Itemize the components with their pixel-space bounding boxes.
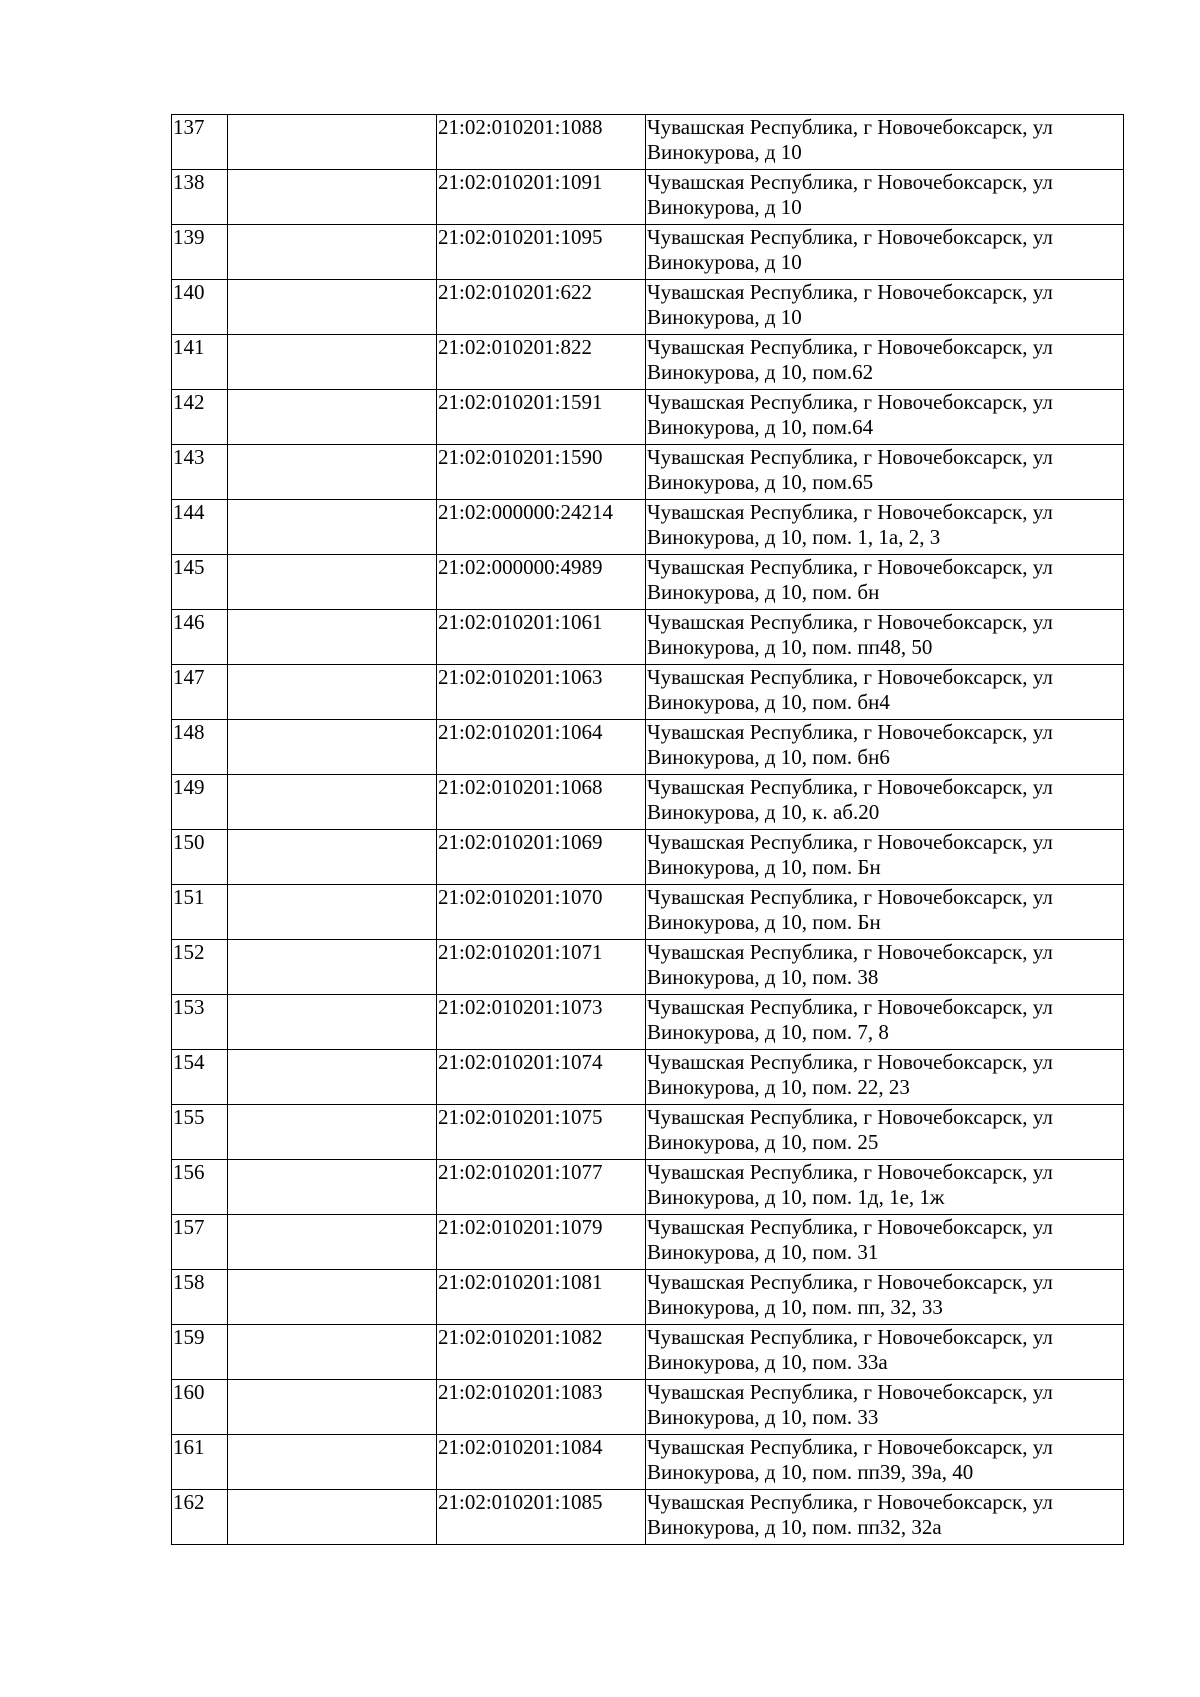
owner-cell xyxy=(228,390,437,445)
address-cell xyxy=(646,225,1124,280)
cadastral-number-cell: 21:02:010201:1091 xyxy=(437,170,646,225)
row-number-cell: 147 xyxy=(172,665,228,720)
address-line-2: Винокурова, д 10, пом.65 xyxy=(647,470,874,494)
address-line-2: Винокурова, д 10 xyxy=(647,140,802,164)
address-line-2: Винокурова, д 10, пом.62 xyxy=(647,360,874,384)
address-cell xyxy=(646,995,1124,1050)
row-number-cell: 137 xyxy=(172,115,228,170)
table-row xyxy=(172,1490,1124,1545)
cadastral-number-cell: 21:02:010201:1075 xyxy=(437,1105,646,1160)
address-line-2: Винокурова, д 10, пом. пп39, 39а, 40 xyxy=(647,1460,974,1484)
row-number-cell: 150 xyxy=(172,830,228,885)
table-row xyxy=(172,720,1124,775)
address-cell xyxy=(646,885,1124,940)
cadastral-number-cell: 21:02:000000:4989 xyxy=(437,555,646,610)
address-line-2: Винокурова, д 10, пом. 25 xyxy=(647,1130,879,1154)
row-number-cell: 140 xyxy=(172,280,228,335)
address-cell xyxy=(646,500,1124,555)
table-row xyxy=(172,1160,1124,1215)
cadastral-number-cell: 21:02:010201:1082 xyxy=(437,1325,646,1380)
address-line-2: Винокурова, д 10, пом. 22, 23 xyxy=(647,1075,910,1099)
address-cell xyxy=(646,1215,1124,1270)
address-line-2: Винокурова, д 10, пом. 1, 1а, 2, 3 xyxy=(647,525,941,549)
address-line-2: Винокурова, д 10, пом. бн4 xyxy=(647,690,890,714)
owner-cell xyxy=(228,500,437,555)
table-row xyxy=(172,390,1124,445)
row-number-cell: 162 xyxy=(172,1490,228,1545)
owner-cell xyxy=(228,1380,437,1435)
row-number-cell: 143 xyxy=(172,445,228,500)
owner-cell xyxy=(228,720,437,775)
address-line-2: Винокурова, д 10 xyxy=(647,195,802,219)
address-line-1: Чувашская Республика, г Новочебоксарск, ул xyxy=(647,830,1053,854)
cadastral-number-cell: 21:02:010201:1064 xyxy=(437,720,646,775)
address-line-1: Чувашская Республика, г Новочебоксарск, ул xyxy=(647,1380,1053,1404)
owner-cell xyxy=(228,665,437,720)
table-row xyxy=(172,1435,1124,1490)
address-cell xyxy=(646,775,1124,830)
address-line-2: Винокурова, д 10, пом. 7, 8 xyxy=(647,1020,889,1044)
address-cell xyxy=(646,1160,1124,1215)
owner-cell xyxy=(228,995,437,1050)
address-cell xyxy=(646,1270,1124,1325)
address-line-1: Чувашская Республика, г Новочебоксарск, ул xyxy=(647,1050,1053,1074)
owner-cell xyxy=(228,1270,437,1325)
address-line-2: Винокурова, д 10, пом.64 xyxy=(647,415,874,439)
row-number-cell: 138 xyxy=(172,170,228,225)
owner-cell xyxy=(228,170,437,225)
address-cell xyxy=(646,1105,1124,1160)
cadastral-number-cell: 21:02:010201:1069 xyxy=(437,830,646,885)
table-row xyxy=(172,500,1124,555)
cadastral-number-cell: 21:02:010201:1591 xyxy=(437,390,646,445)
address-line-1: Чувашская Республика, г Новочебоксарск, ул xyxy=(647,1325,1053,1349)
address-line-2: Винокурова, д 10, пом. бн xyxy=(647,580,880,604)
cadastral-number-cell: 21:02:010201:1590 xyxy=(437,445,646,500)
cadastral-number-cell: 21:02:010201:1081 xyxy=(437,1270,646,1325)
table-row xyxy=(172,885,1124,940)
owner-cell xyxy=(228,885,437,940)
table-row xyxy=(172,940,1124,995)
table-row xyxy=(172,280,1124,335)
cadastral-number-cell: 21:02:010201:1063 xyxy=(437,665,646,720)
address-line-1: Чувашская Республика, г Новочебоксарск, ул xyxy=(647,995,1053,1019)
address-line-1: Чувашская Республика, г Новочебоксарск, ул xyxy=(647,885,1053,909)
table-row xyxy=(172,830,1124,885)
address-line-2: Винокурова, д 10 xyxy=(647,305,802,329)
row-number-cell: 153 xyxy=(172,995,228,1050)
address-cell xyxy=(646,720,1124,775)
address-cell xyxy=(646,940,1124,995)
table-row xyxy=(172,115,1124,170)
property-table xyxy=(171,114,1124,1545)
address-cell xyxy=(646,665,1124,720)
address-cell xyxy=(646,115,1124,170)
address-line-2: Винокурова, д 10, пом. 31 xyxy=(647,1240,879,1264)
address-line-2: Винокурова, д 10, пом. Бн xyxy=(647,910,881,934)
owner-cell xyxy=(228,335,437,390)
address-line-1: Чувашская Республика, г Новочебоксарск, ул xyxy=(647,775,1053,799)
table-row xyxy=(172,225,1124,280)
table-row xyxy=(172,1215,1124,1270)
address-line-2: Винокурова, д 10, пом. пп32, 32а xyxy=(647,1515,942,1539)
address-line-1: Чувашская Республика, г Новочебоксарск, ул xyxy=(647,610,1053,634)
table-row xyxy=(172,1050,1124,1105)
address-line-2: Винокурова, д 10 xyxy=(647,250,802,274)
cadastral-number-cell: 21:02:010201:1071 xyxy=(437,940,646,995)
row-number-cell: 151 xyxy=(172,885,228,940)
owner-cell xyxy=(228,1215,437,1270)
owner-cell xyxy=(228,610,437,665)
row-number-cell: 160 xyxy=(172,1380,228,1435)
address-cell xyxy=(646,1380,1124,1435)
address-line-1: Чувашская Республика, г Новочебоксарск, ул xyxy=(647,280,1053,304)
cadastral-number-cell: 21:02:000000:24214 xyxy=(437,500,646,555)
address-line-1: Чувашская Республика, г Новочебоксарск, ул xyxy=(647,390,1053,414)
cadastral-number-cell: 21:02:010201:1068 xyxy=(437,775,646,830)
row-number-cell: 156 xyxy=(172,1160,228,1215)
address-cell xyxy=(646,830,1124,885)
table-row xyxy=(172,775,1124,830)
address-line-1: Чувашская Республика, г Новочебоксарск, ул xyxy=(647,1160,1053,1184)
address-line-1: Чувашская Республика, г Новочебоксарск, ул xyxy=(647,115,1053,139)
row-number-cell: 141 xyxy=(172,335,228,390)
address-cell xyxy=(646,1325,1124,1380)
row-number-cell: 154 xyxy=(172,1050,228,1105)
table-body xyxy=(172,115,1124,1545)
address-cell xyxy=(646,1490,1124,1545)
table-row xyxy=(172,995,1124,1050)
address-line-1: Чувашская Республика, г Новочебоксарск, ул xyxy=(647,555,1053,579)
owner-cell xyxy=(228,1435,437,1490)
address-cell xyxy=(646,170,1124,225)
address-cell xyxy=(646,555,1124,610)
cadastral-number-cell: 21:02:010201:1079 xyxy=(437,1215,646,1270)
address-cell xyxy=(646,1050,1124,1105)
address-line-2: Винокурова, д 10, пом. пп, 32, 33 xyxy=(647,1295,943,1319)
address-cell xyxy=(646,610,1124,665)
row-number-cell: 142 xyxy=(172,390,228,445)
owner-cell xyxy=(228,775,437,830)
row-number-cell: 139 xyxy=(172,225,228,280)
owner-cell xyxy=(228,1490,437,1545)
address-line-2: Винокурова, д 10, к. аб.20 xyxy=(647,800,880,824)
address-line-1: Чувашская Республика, г Новочебоксарск, ул xyxy=(647,940,1053,964)
address-cell xyxy=(646,280,1124,335)
table-row xyxy=(172,1105,1124,1160)
owner-cell xyxy=(228,280,437,335)
address-cell xyxy=(646,1435,1124,1490)
row-number-cell: 145 xyxy=(172,555,228,610)
row-number-cell: 144 xyxy=(172,500,228,555)
cadastral-number-cell: 21:02:010201:1085 xyxy=(437,1490,646,1545)
address-line-2: Винокурова, д 10, пом. 33а xyxy=(647,1350,888,1374)
table-row xyxy=(172,610,1124,665)
row-number-cell: 146 xyxy=(172,610,228,665)
address-cell xyxy=(646,335,1124,390)
row-number-cell: 158 xyxy=(172,1270,228,1325)
table-row xyxy=(172,665,1124,720)
table-row xyxy=(172,1325,1124,1380)
address-line-1: Чувашская Республика, г Новочебоксарск, ул xyxy=(647,1435,1053,1459)
cadastral-number-cell: 21:02:010201:1074 xyxy=(437,1050,646,1105)
cadastral-number-cell: 21:02:010201:1083 xyxy=(437,1380,646,1435)
table-row xyxy=(172,555,1124,610)
address-line-2: Винокурова, д 10, пом. 33 xyxy=(647,1405,879,1429)
cadastral-number-cell: 21:02:010201:822 xyxy=(437,335,646,390)
address-line-1: Чувашская Республика, г Новочебоксарск, ул xyxy=(647,1105,1053,1129)
address-line-1: Чувашская Республика, г Новочебоксарск, ул xyxy=(647,500,1053,524)
cadastral-number-cell: 21:02:010201:622 xyxy=(437,280,646,335)
owner-cell xyxy=(228,1160,437,1215)
owner-cell xyxy=(228,225,437,280)
cadastral-number-cell: 21:02:010201:1073 xyxy=(437,995,646,1050)
address-cell xyxy=(646,390,1124,445)
row-number-cell: 159 xyxy=(172,1325,228,1380)
owner-cell xyxy=(228,445,437,500)
address-line-1: Чувашская Республика, г Новочебоксарск, ул xyxy=(647,1270,1053,1294)
row-number-cell: 149 xyxy=(172,775,228,830)
owner-cell xyxy=(228,1325,437,1380)
cadastral-number-cell: 21:02:010201:1084 xyxy=(437,1435,646,1490)
address-line-1: Чувашская Республика, г Новочебоксарск, ул xyxy=(647,170,1053,194)
address-line-1: Чувашская Республика, г Новочебоксарск, ул xyxy=(647,445,1053,469)
cadastral-number-cell: 21:02:010201:1077 xyxy=(437,1160,646,1215)
owner-cell xyxy=(228,1105,437,1160)
owner-cell xyxy=(228,555,437,610)
owner-cell xyxy=(228,830,437,885)
address-line-1: Чувашская Республика, г Новочебоксарск, ул xyxy=(647,1490,1053,1514)
row-number-cell: 152 xyxy=(172,940,228,995)
row-number-cell: 161 xyxy=(172,1435,228,1490)
cadastral-number-cell: 21:02:010201:1061 xyxy=(437,610,646,665)
table-row xyxy=(172,1270,1124,1325)
table-row xyxy=(172,1380,1124,1435)
table-row xyxy=(172,170,1124,225)
table-row xyxy=(172,335,1124,390)
row-number-cell: 148 xyxy=(172,720,228,775)
cadastral-number-cell: 21:02:010201:1095 xyxy=(437,225,646,280)
address-line-1: Чувашская Республика, г Новочебоксарск, ул xyxy=(647,335,1053,359)
address-cell xyxy=(646,445,1124,500)
address-line-1: Чувашская Республика, г Новочебоксарск, ул xyxy=(647,1215,1053,1239)
owner-cell xyxy=(228,940,437,995)
address-line-2: Винокурова, д 10, пом. 38 xyxy=(647,965,879,989)
address-line-2: Винокурова, д 10, пом. бн6 xyxy=(647,745,890,769)
address-line-1: Чувашская Республика, г Новочебоксарск, ул xyxy=(647,665,1053,689)
address-line-2: Винокурова, д 10, пом. 1д, 1е, 1ж xyxy=(647,1185,945,1209)
row-number-cell: 157 xyxy=(172,1215,228,1270)
table-row xyxy=(172,445,1124,500)
cadastral-number-cell: 21:02:010201:1088 xyxy=(437,115,646,170)
row-number-cell: 155 xyxy=(172,1105,228,1160)
address-line-2: Винокурова, д 10, пом. пп48, 50 xyxy=(647,635,933,659)
owner-cell xyxy=(228,1050,437,1105)
address-line-2: Винокурова, д 10, пом. Бн xyxy=(647,855,881,879)
address-line-1: Чувашская Республика, г Новочебоксарск, ул xyxy=(647,720,1053,744)
cadastral-number-cell: 21:02:010201:1070 xyxy=(437,885,646,940)
address-line-1: Чувашская Республика, г Новочебоксарск, ул xyxy=(647,225,1053,249)
owner-cell xyxy=(228,115,437,170)
